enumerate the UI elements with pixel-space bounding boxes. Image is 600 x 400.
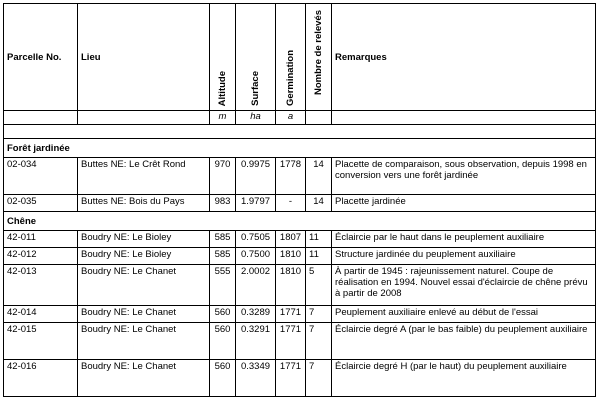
table-row [4, 323, 596, 360]
cell-releves: 14 [306, 158, 332, 195]
unit-empty [332, 111, 596, 125]
header-remarques: Remarques [332, 4, 596, 111]
header-altitude-label: Altitude [217, 70, 228, 106]
cell-lieu: Boudry NE: Le Bioley [78, 231, 210, 248]
unit-surface: ha [236, 111, 276, 125]
cell-remarques: Peuplement auxiliaire enlevé au début de l'essai [332, 306, 596, 323]
cell-surface: 0.9975 [236, 158, 276, 195]
unit-empty [78, 111, 210, 125]
cell-parcelle: 42-011 [4, 231, 78, 248]
table-row [4, 231, 596, 248]
cell-lieu: Boudry NE: Le Chanet [78, 265, 210, 306]
cell-germination: 1810 [276, 265, 306, 306]
unit-germination: a [276, 111, 306, 125]
cell-germination: 1771 [276, 360, 306, 397]
spacer-row [4, 125, 596, 139]
table-row [4, 265, 596, 306]
cell-parcelle: 02-034 [4, 158, 78, 195]
cell-lieu: Buttes NE: Le Crêt Rond [78, 158, 210, 195]
section-row [4, 139, 596, 158]
cell-remarques: À partir de 1945 : rajeunissement naturel. Coupe de réalisation en 1994. Nouvel essai d'éclaircie de chêne prévu à partir de 2008 [332, 265, 596, 306]
table-row [4, 248, 596, 265]
cell-surface: 2.0002 [236, 265, 276, 306]
cell-surface: 0.7505 [236, 231, 276, 248]
cell-remarques: Éclaircie degré A (par le bas faible) du peuplement auxiliaire [332, 323, 596, 360]
cell-releves: 14 [306, 195, 332, 212]
cell-releves: 7 [306, 360, 332, 397]
cell-releves: 11 [306, 231, 332, 248]
header-surface-label: Surface [250, 71, 261, 106]
cell-releves: 7 [306, 306, 332, 323]
cell-releves: 11 [306, 248, 332, 265]
header-germination [276, 4, 306, 111]
table-row [4, 360, 596, 397]
cell-germination: 1771 [276, 306, 306, 323]
cell-parcelle: 42-014 [4, 306, 78, 323]
cell-germination: 1807 [276, 231, 306, 248]
cell-altitude: 555 [210, 265, 236, 306]
cell-parcelle: 42-015 [4, 323, 78, 360]
cell-surface: 1.9797 [236, 195, 276, 212]
cell-remarques: Éclaircie par le haut dans le peuplement auxiliaire [332, 231, 596, 248]
cell-surface: 0.3291 [236, 323, 276, 360]
header-releves [306, 4, 332, 111]
cell-releves: 7 [306, 323, 332, 360]
table-row [4, 158, 596, 195]
table-row [4, 306, 596, 323]
cell-surface: 0.7500 [236, 248, 276, 265]
cell-surface: 0.3349 [236, 360, 276, 397]
table-row [4, 195, 596, 212]
cell-remarques: Placette de comparaison, sous observation, depuis 1998 en conversion vers une forêt jardinée [332, 158, 596, 195]
spacer-cell [4, 125, 596, 139]
cell-surface: 0.3289 [236, 306, 276, 323]
document-page [3, 3, 595, 397]
cell-releves: 5 [306, 265, 332, 306]
cell-germination: - [276, 195, 306, 212]
cell-remarques: Placette jardinée [332, 195, 596, 212]
cell-parcelle: 42-016 [4, 360, 78, 397]
header-lieu: Lieu [78, 4, 210, 111]
cell-remarques: Structure jardinée du peuplement auxiliaire [332, 248, 596, 265]
unit-empty [4, 111, 78, 125]
section-row [4, 212, 596, 231]
header-germination-label: Germination [285, 50, 296, 106]
header-row [4, 4, 596, 111]
unit-altitude: m [210, 111, 236, 125]
units-row [4, 111, 596, 125]
cell-altitude: 560 [210, 360, 236, 397]
header-altitude [210, 4, 236, 111]
cell-lieu: Boudry NE: Le Chanet [78, 323, 210, 360]
cell-altitude: 560 [210, 306, 236, 323]
cell-altitude: 983 [210, 195, 236, 212]
cell-altitude: 970 [210, 158, 236, 195]
cell-parcelle: 42-012 [4, 248, 78, 265]
cell-germination: 1778 [276, 158, 306, 195]
header-parcelle: Parcelle No. [4, 4, 78, 111]
cell-altitude: 560 [210, 323, 236, 360]
cell-germination: 1771 [276, 323, 306, 360]
cell-altitude: 585 [210, 231, 236, 248]
header-releves-label: Nombre de relevés [313, 10, 324, 96]
parcel-table [3, 3, 596, 397]
section-title: Forêt jardinée [4, 139, 596, 158]
unit-empty [306, 111, 332, 125]
header-surface [236, 4, 276, 111]
cell-altitude: 585 [210, 248, 236, 265]
cell-germination: 1810 [276, 248, 306, 265]
cell-lieu: Boudry NE: Le Chanet [78, 306, 210, 323]
cell-lieu: Boudry NE: Le Bioley [78, 248, 210, 265]
cell-parcelle: 42-013 [4, 265, 78, 306]
cell-lieu: Boudry NE: Le Chanet [78, 360, 210, 397]
cell-parcelle: 02-035 [4, 195, 78, 212]
cell-remarques: Éclaircie degré H (par le haut) du peuplement auxiliaire [332, 360, 596, 397]
cell-lieu: Buttes NE: Bois du Pays [78, 195, 210, 212]
section-title: Chêne [4, 212, 596, 231]
